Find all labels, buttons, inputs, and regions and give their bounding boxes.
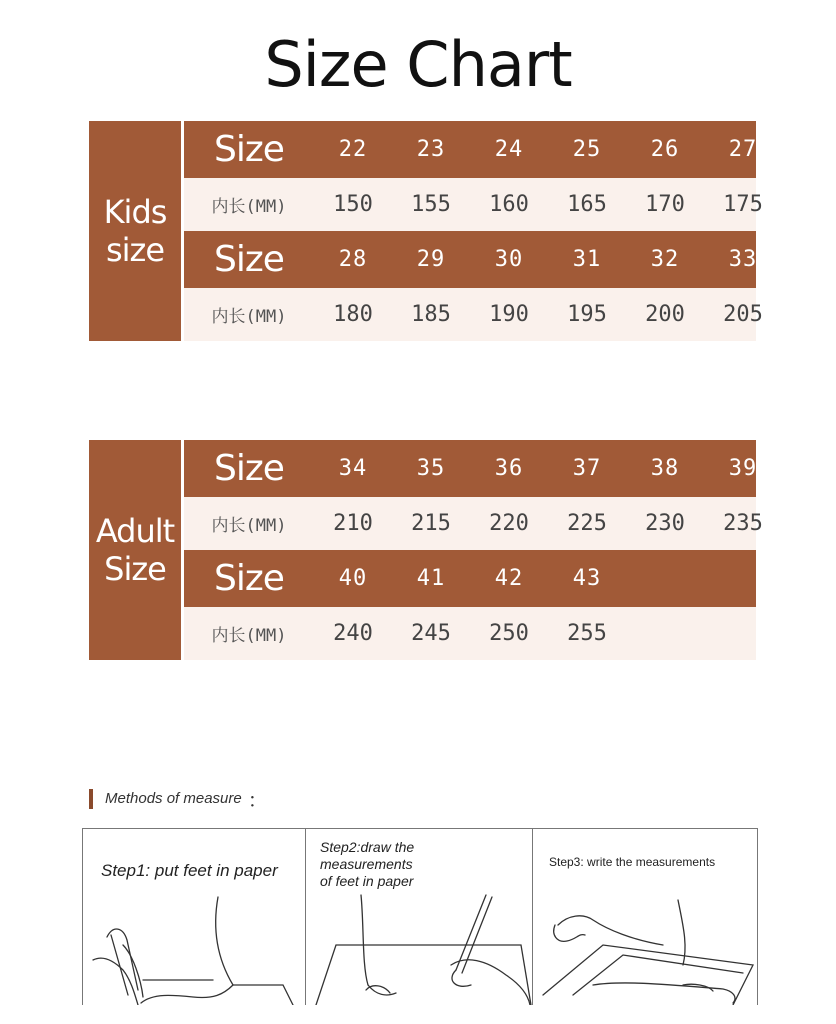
length-cell: 170 — [645, 192, 685, 217]
length-cell: 195 — [567, 302, 607, 327]
length-cell: 225 — [567, 511, 607, 536]
length-cell: 210 — [333, 511, 373, 536]
size-cell: 37 — [572, 456, 602, 481]
size-cell: 32 — [650, 247, 680, 272]
size-cell: 40 — [338, 566, 368, 591]
draw-outline-icon — [306, 885, 532, 1005]
length-cell: 250 — [489, 621, 529, 646]
step-2-line-1: Step2:draw the — [320, 839, 415, 855]
adult-size-row — [184, 440, 756, 497]
length-cell: 180 — [333, 302, 373, 327]
size-cell: 23 — [416, 137, 446, 162]
size-cell: 42 — [494, 566, 524, 591]
length-cell: 175 — [723, 192, 763, 217]
length-cell: 255 — [567, 621, 607, 646]
size-cell: 35 — [416, 456, 446, 481]
methods-heading — [89, 784, 268, 813]
kids-side-label-line2: size — [105, 231, 165, 269]
step-2-line-2: measurements — [320, 856, 413, 872]
length-cell: 215 — [411, 511, 451, 536]
size-row-label: Size — [214, 448, 284, 489]
size-cell: 41 — [416, 566, 446, 591]
adult-side-label-line1: Adult — [95, 512, 175, 550]
measurement-steps — [82, 828, 758, 1005]
length-cell: 185 — [411, 302, 451, 327]
size-cell: 22 — [338, 137, 368, 162]
length-cell: 220 — [489, 511, 529, 536]
size-cell: 29 — [416, 247, 446, 272]
length-cell: 205 — [723, 302, 763, 327]
step-1-panel — [83, 829, 305, 1005]
length-cell: 155 — [411, 192, 451, 217]
step-2-text — [320, 839, 414, 890]
size-cell: 43 — [572, 566, 602, 591]
size-cell: 39 — [728, 456, 758, 481]
size-row-label: Size — [214, 129, 284, 170]
foot-on-paper-icon — [83, 885, 305, 1005]
kids-size-row — [184, 121, 756, 178]
kids-mm-row — [184, 178, 763, 231]
adult-mm-row — [184, 607, 756, 660]
length-cell: 200 — [645, 302, 685, 327]
length-cell: 235 — [723, 511, 763, 536]
mm-row-label: 内长(MM) — [211, 626, 287, 646]
length-cell: 245 — [411, 621, 451, 646]
kids-mm-row — [184, 288, 763, 341]
size-cell: 33 — [728, 247, 758, 272]
length-cell: 240 — [333, 621, 373, 646]
kids-size-table — [89, 121, 763, 341]
size-cell: 28 — [338, 247, 368, 272]
step-2-line-3: of feet in paper — [320, 873, 414, 889]
size-cell: 25 — [572, 137, 602, 162]
length-cell: 150 — [333, 192, 373, 217]
adult-size-row — [184, 550, 756, 607]
heading-bar — [89, 789, 93, 809]
size-cell: 27 — [728, 137, 758, 162]
size-cell: 38 — [650, 456, 680, 481]
step-3-text — [549, 855, 715, 869]
kids-size-row — [184, 231, 756, 288]
size-cell: 26 — [650, 137, 680, 162]
step-1-line: Step1: put feet in paper — [101, 861, 278, 880]
adult-size-table — [89, 440, 763, 660]
length-cell: 160 — [489, 192, 529, 217]
size-cell: 31 — [572, 247, 602, 272]
adult-mm-row — [184, 497, 763, 550]
step-1-text — [101, 861, 278, 881]
size-row-label: Size — [214, 558, 284, 599]
adult-side-label — [89, 440, 181, 660]
size-cell: 36 — [494, 456, 524, 481]
page-title: Size Chart — [264, 28, 572, 101]
length-cell: 165 — [567, 192, 607, 217]
length-cell: 230 — [645, 511, 685, 536]
size-cell: 30 — [494, 247, 524, 272]
step-2-panel — [305, 829, 532, 1005]
step-3-panel — [532, 829, 757, 1005]
length-cell: 190 — [489, 302, 529, 327]
size-cell: 34 — [338, 456, 368, 481]
step-3-line: Step3: write the measurements — [549, 855, 716, 869]
methods-heading-text: Methods of measure — [105, 790, 242, 807]
size-row-label: Size — [214, 239, 284, 280]
mm-row-label: 内长(MM) — [211, 197, 287, 217]
adult-side-label-line2: Size — [104, 550, 166, 588]
mm-row-label: 内长(MM) — [211, 516, 287, 536]
kids-side-label-line1: Kids — [103, 193, 167, 231]
foot-outline-icon — [533, 885, 757, 1005]
size-cell: 24 — [494, 137, 524, 162]
methods-heading-colon: ： — [247, 790, 268, 812]
mm-row-label: 内长(MM) — [211, 307, 287, 327]
kids-side-label — [89, 121, 181, 341]
